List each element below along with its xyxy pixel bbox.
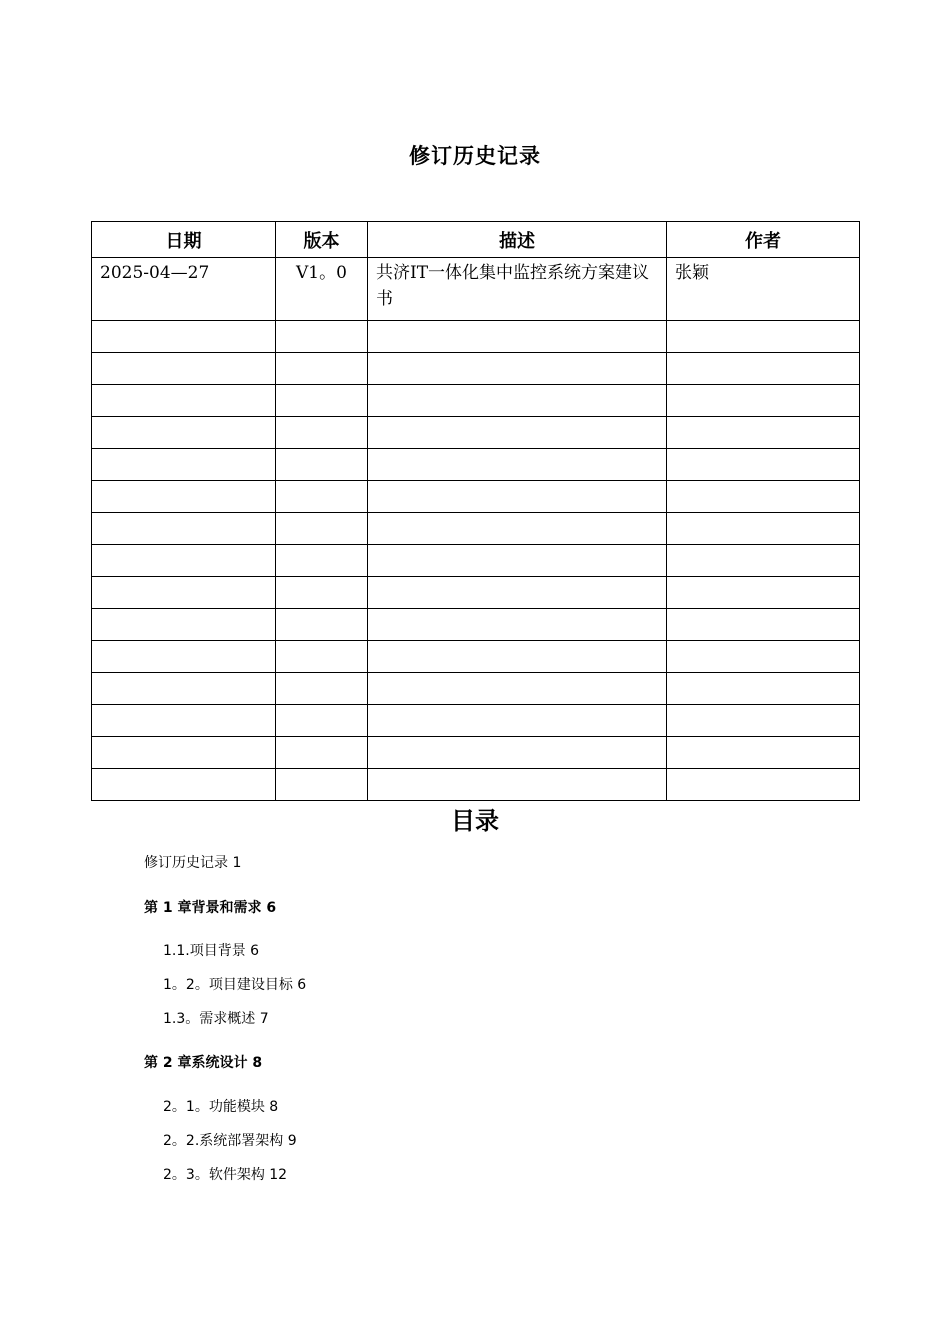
table-cell-empty [276, 737, 368, 769]
table-cell-empty [276, 321, 368, 353]
table-cell-empty [276, 545, 368, 577]
table-cell-empty [92, 481, 276, 513]
header-version: 版本 [276, 222, 368, 258]
table-cell-empty [92, 385, 276, 417]
toc-chapter-link[interactable]: 第 2 章系统设计 8 [144, 1055, 263, 1071]
table-row-empty [92, 769, 860, 801]
table-cell-empty [276, 769, 368, 801]
table-row-empty [92, 673, 860, 705]
table-cell-empty [276, 417, 368, 449]
toc-subsection-link[interactable]: 1。2。项目建设目标 6 [163, 977, 307, 993]
table-cell-empty [667, 385, 860, 417]
cell-description: 共济IT一体化集中监控系统方案建议书 [368, 258, 667, 321]
cell-date: 2025-04—27 [92, 258, 276, 321]
table-cell-empty [667, 417, 860, 449]
table-cell-empty [92, 609, 276, 641]
table-row-empty [92, 641, 860, 673]
table-cell-empty [92, 545, 276, 577]
table-cell-empty [667, 769, 860, 801]
toc-title: 目录 [451, 807, 499, 835]
table-cell-empty [276, 705, 368, 737]
table-cell-empty [276, 449, 368, 481]
table-header-row [92, 222, 860, 258]
table-cell-empty [276, 385, 368, 417]
table-cell-empty [368, 321, 667, 353]
table-cell-empty [667, 705, 860, 737]
table-cell-empty [368, 385, 667, 417]
table-row-empty [92, 545, 860, 577]
table-cell-empty [92, 737, 276, 769]
table-cell-empty [667, 513, 860, 545]
table-cell-empty [368, 353, 667, 385]
toc-subsection-link[interactable]: 2。2.系统部署架构 9 [163, 1133, 297, 1149]
table-cell-empty [368, 673, 667, 705]
table-cell-empty [368, 609, 667, 641]
table-cell-empty [667, 641, 860, 673]
table-cell-empty [667, 577, 860, 609]
table-cell-empty [276, 673, 368, 705]
table-row-empty [92, 481, 860, 513]
toc-subsection-link[interactable]: 2。1。功能模块 8 [163, 1099, 279, 1115]
toc-chapter-link[interactable]: 修订历史记录 1 [144, 855, 242, 871]
table-cell-empty [276, 577, 368, 609]
table-cell-empty [368, 449, 667, 481]
table-cell-empty [276, 513, 368, 545]
table-cell-empty [368, 513, 667, 545]
revision-history-title: 修订历史记录 [409, 144, 541, 168]
table-cell-empty [92, 417, 276, 449]
revision-history-table [91, 221, 860, 801]
toc-subsection-link[interactable]: 1.1.项目背景 6 [163, 943, 260, 959]
table-cell-empty [667, 545, 860, 577]
table-cell-empty [276, 609, 368, 641]
table-row-empty [92, 417, 860, 449]
table-row [92, 258, 860, 321]
table-cell-empty [92, 353, 276, 385]
table-cell-empty [92, 641, 276, 673]
table-cell-empty [368, 641, 667, 673]
table-cell-empty [667, 481, 860, 513]
toc-chapter-link[interactable]: 第 1 章背景和需求 6 [144, 900, 277, 916]
table-cell-empty [92, 705, 276, 737]
table-cell-empty [92, 577, 276, 609]
table-cell-empty [368, 417, 667, 449]
table-cell-empty [92, 673, 276, 705]
table-cell-empty [276, 641, 368, 673]
table-cell-empty [667, 609, 860, 641]
table-row-empty [92, 577, 860, 609]
table-row-empty [92, 705, 860, 737]
cell-version: V1。0 [276, 258, 368, 321]
table-cell-empty [667, 737, 860, 769]
table-cell-empty [368, 705, 667, 737]
toc-subsection-link[interactable]: 2。3。软件架构 12 [163, 1167, 288, 1183]
table-cell-empty [368, 545, 667, 577]
table-cell-empty [92, 513, 276, 545]
table-cell-empty [368, 481, 667, 513]
table-row-empty [92, 321, 860, 353]
table-cell-empty [92, 321, 276, 353]
table-cell-empty [368, 769, 667, 801]
table-cell-empty [276, 481, 368, 513]
table-cell-empty [667, 673, 860, 705]
table-row-empty [92, 513, 860, 545]
table-cell-empty [667, 321, 860, 353]
table-cell-empty [92, 769, 276, 801]
header-author: 作者 [667, 222, 860, 258]
header-date: 日期 [92, 222, 276, 258]
table-cell-empty [368, 737, 667, 769]
table-row-empty [92, 609, 860, 641]
table-row-empty [92, 353, 860, 385]
table-cell-empty [276, 353, 368, 385]
table-cell-empty [667, 353, 860, 385]
table-cell-empty [92, 449, 276, 481]
table-row-empty [92, 737, 860, 769]
toc-subsection-link[interactable]: 1.3。需求概述 7 [163, 1011, 269, 1027]
cell-author: 张颖 [667, 258, 860, 321]
table-cell-empty [368, 577, 667, 609]
table-row-empty [92, 449, 860, 481]
table-cell-empty [667, 449, 860, 481]
table-row-empty [92, 385, 860, 417]
header-description: 描述 [368, 222, 667, 258]
